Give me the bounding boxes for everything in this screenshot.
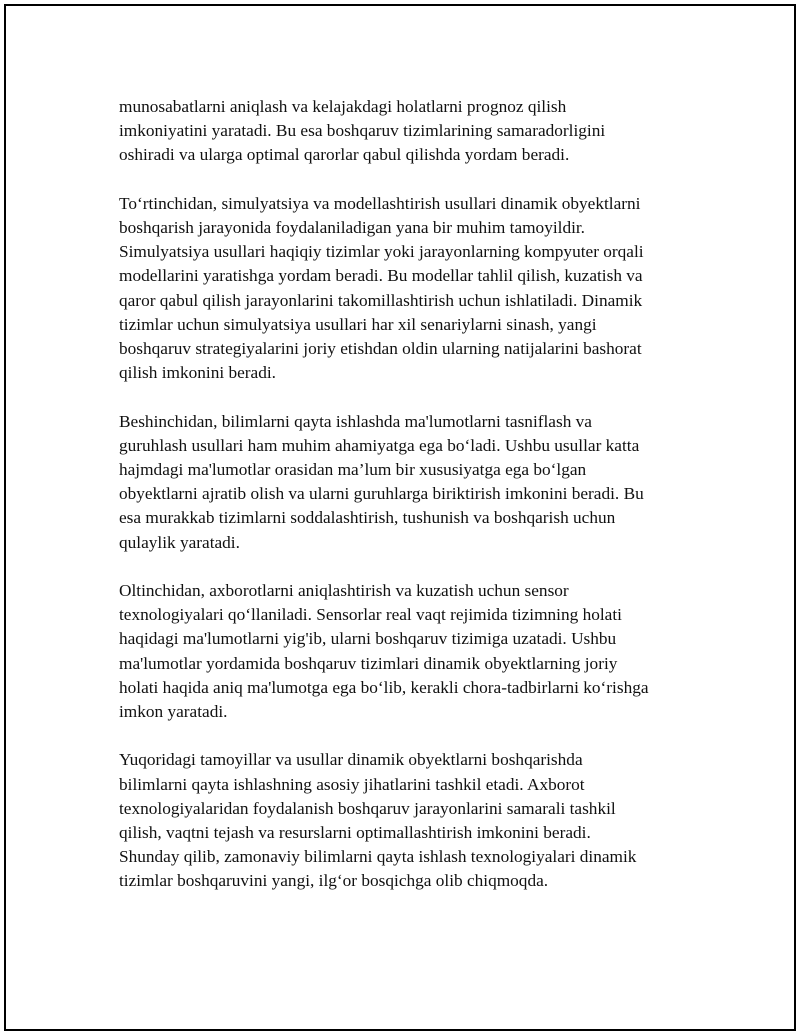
- text-line: qaror qabul qilish jarayonlarini takomillashtirish uchun ishlatiladi. Dinamik: [119, 290, 643, 310]
- text-line: boshqaruv strategiyalarini joriy etishdan oldin ularning natijalarini bashorat: [119, 339, 642, 359]
- text-line: Oltinchidan, axborotlarni aniqlashtirish va kuzatish uchun sensor: [119, 581, 569, 601]
- paragraph-5: [119, 748, 699, 893]
- text-line: obyektlarni ajratib olish va ularni guruhlarga biriktirish imkonini beradi. Bu: [119, 484, 644, 504]
- text-line: qilish imkonini beradi.: [119, 363, 276, 383]
- text-line: guruhlash usullari ham muhim ahamiyatga ega bo‘ladi. Ushbu usullar katta: [119, 435, 640, 455]
- text-line: hajmdagi ma'lumotlar orasidan ma’lum bir xususiyatga ega bo‘lgan: [119, 460, 587, 480]
- text-line: Simulyatsiya usullari haqiqiy tizimlar yoki jarayonlarning kompyuter orqali: [119, 242, 644, 262]
- text-line: haqidagi ma'lumotlarni yig'ib, ularni boshqaruv tizimiga uzatadi. Ushbu: [119, 629, 617, 649]
- text-line: To‘rtinchidan, simulyatsiya va modellashtirish usullari dinamik obyektlarni: [119, 193, 641, 213]
- text-line: holati haqida aniq ma'lumotga ega bo‘lib, kerakli chora-tadbirlarni ko‘rishga: [119, 677, 649, 697]
- paragraph-3: [119, 410, 699, 555]
- text-line: esa murakkab tizimlarni soddalashtirish, tushunish va boshqarish uchun: [119, 508, 616, 528]
- text-line: ma'lumotlar yordamida boshqaruv tizimlari dinamik obyektlarning joriy: [119, 653, 618, 673]
- document-body: [119, 95, 699, 918]
- text-line: imkon yaratadi.: [119, 702, 228, 722]
- text-line: munosabatlarni aniqlash va kelajakdagi holatlarni prognoz qilish: [119, 97, 567, 116]
- text-line: qilish, vaqtni tejash va resurslarni optimallashtirish imkonini beradi.: [119, 823, 591, 843]
- text-line: imkoniyatini yaratadi. Bu esa boshqaruv tizimlarining samaradorligini: [119, 121, 606, 141]
- paragraph-2: [119, 192, 699, 386]
- text-line: texnologiyalari qo‘llaniladi. Sensorlar real vaqt rejimida tizimning holati: [119, 605, 622, 625]
- text-line: oshiradi va ularga optimal qarorlar qabul qilishda yordam beradi.: [119, 145, 570, 165]
- paragraph-4: [119, 579, 699, 724]
- text-line: tizimlar boshqaruvini yangi, ilg‘or bosqichga olib chiqmoqda.: [119, 871, 549, 891]
- document-page: [4, 4, 796, 1031]
- text-line: Yuqoridagi tamoyillar va usullar dinamik obyektlarni boshqarishda: [119, 750, 583, 770]
- text-line: Shunday qilib, zamonaviy bilimlarni qayta ishlash texnologiyalari dinamik: [119, 847, 637, 867]
- text-line: texnologiyalaridan foydalanish boshqaruv jarayonlarini samarali tashkil: [119, 798, 616, 818]
- text-line: bilimlarni qayta ishlashning asosiy jihatlarini tashkil etadi. Axborot: [119, 774, 585, 794]
- text-line: Beshinchidan, bilimlarni qayta ishlashda ma'lumotlarni tasniflash va: [119, 411, 592, 431]
- text-line: boshqarish jarayonida foydalaniladigan yana bir muhim tamoyildir.: [119, 218, 586, 237]
- paragraph-1: [119, 95, 699, 168]
- text-line: modellarini yaratishga yordam beradi. Bu modellar tahlil qilish, kuzatish va: [119, 266, 643, 286]
- text-line: tizimlar uchun simulyatsiya usullari har xil senariylarni sinash, yangi: [119, 314, 597, 334]
- text-line: qulaylik yaratadi.: [119, 532, 240, 552]
